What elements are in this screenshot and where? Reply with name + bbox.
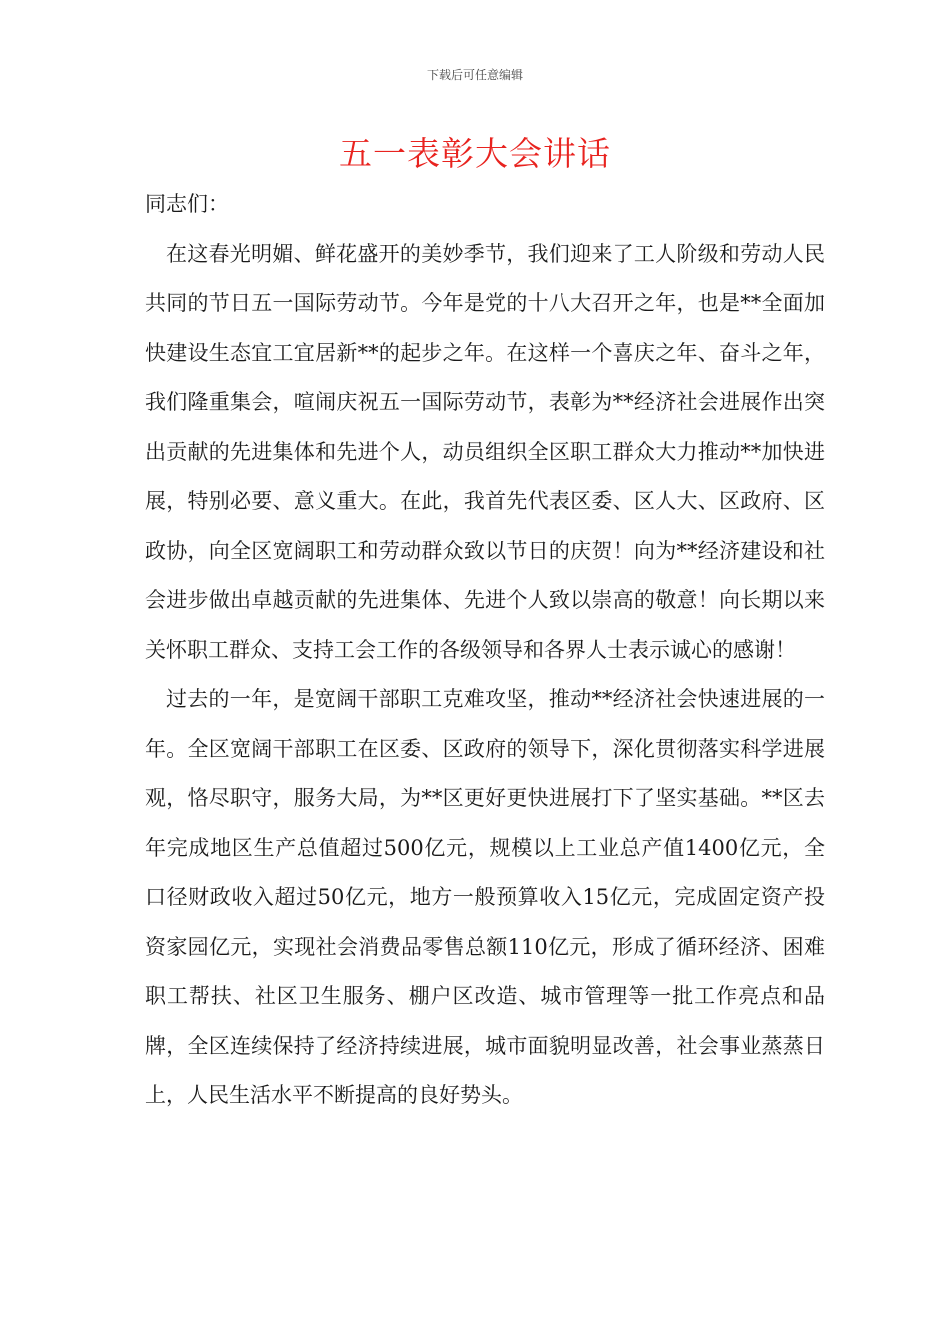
paragraph-2: 过去的一年，是宽阔干部职工克难攻坚，推动**经济社会快速进展的一年。全区宽阔干部职工在区委、区政府的领导下，深化贯彻落实科学进展观，恪尽职守，服务大局，为**区更好更快进展打下了坚实基础。**区去年完成地区生产总值超过500亿元，规模以上工业总产值1400亿元，全口径财政收入超过50亿元，地方一般预算收入15亿元，完成固定资产投资家园亿元，实现社会消费品零售总额110亿元，形成了循环经济、困难职工帮扶、社区卫生服务、棚户区改造、城市管理等一批工作亮点和品牌，全区连续保持了经济持续进展，城市面貌明显改善，社会事业蒸蒸日上，人民生活水平不断提高的良好势头。 <box>145 687 825 1107</box>
paragraph-1: 在这春光明媚、鲜花盛开的美妙季节，我们迎来了工人阶级和劳动人民共同的节日五一国际劳动节。今年是党的十八大召开之年，也是**全面加快建设生态宜工宜居新**的起步之年。在这样一个喜庆之年、奋斗之年，我们隆重集会，喧闹庆祝五一国际劳动节，表彰为**经济社会进展作出突出贡献的先进集体和先进个人，动员组织全区职工群众大力推动**加快进展，特别必要、意义重大。在此，我首先代表区委、区人大、区政府、区政协，向全区宽阔职工和劳动群众致以节日的庆贺！向为**经济建设和社会进步做出卓越贡献的先进集体、先进个人致以崇高的敬意！向长期以来关怀职工群众、支持工会工作的各级领导和各界人士表示诚心的感谢！ <box>145 241 825 662</box>
document-body <box>145 180 825 1121</box>
salutation: 同志们： <box>145 192 229 216</box>
document-title: 五一表彰大会讲话 <box>339 134 611 173</box>
header-note: 下载后可任意编辑 <box>426 68 523 82</box>
